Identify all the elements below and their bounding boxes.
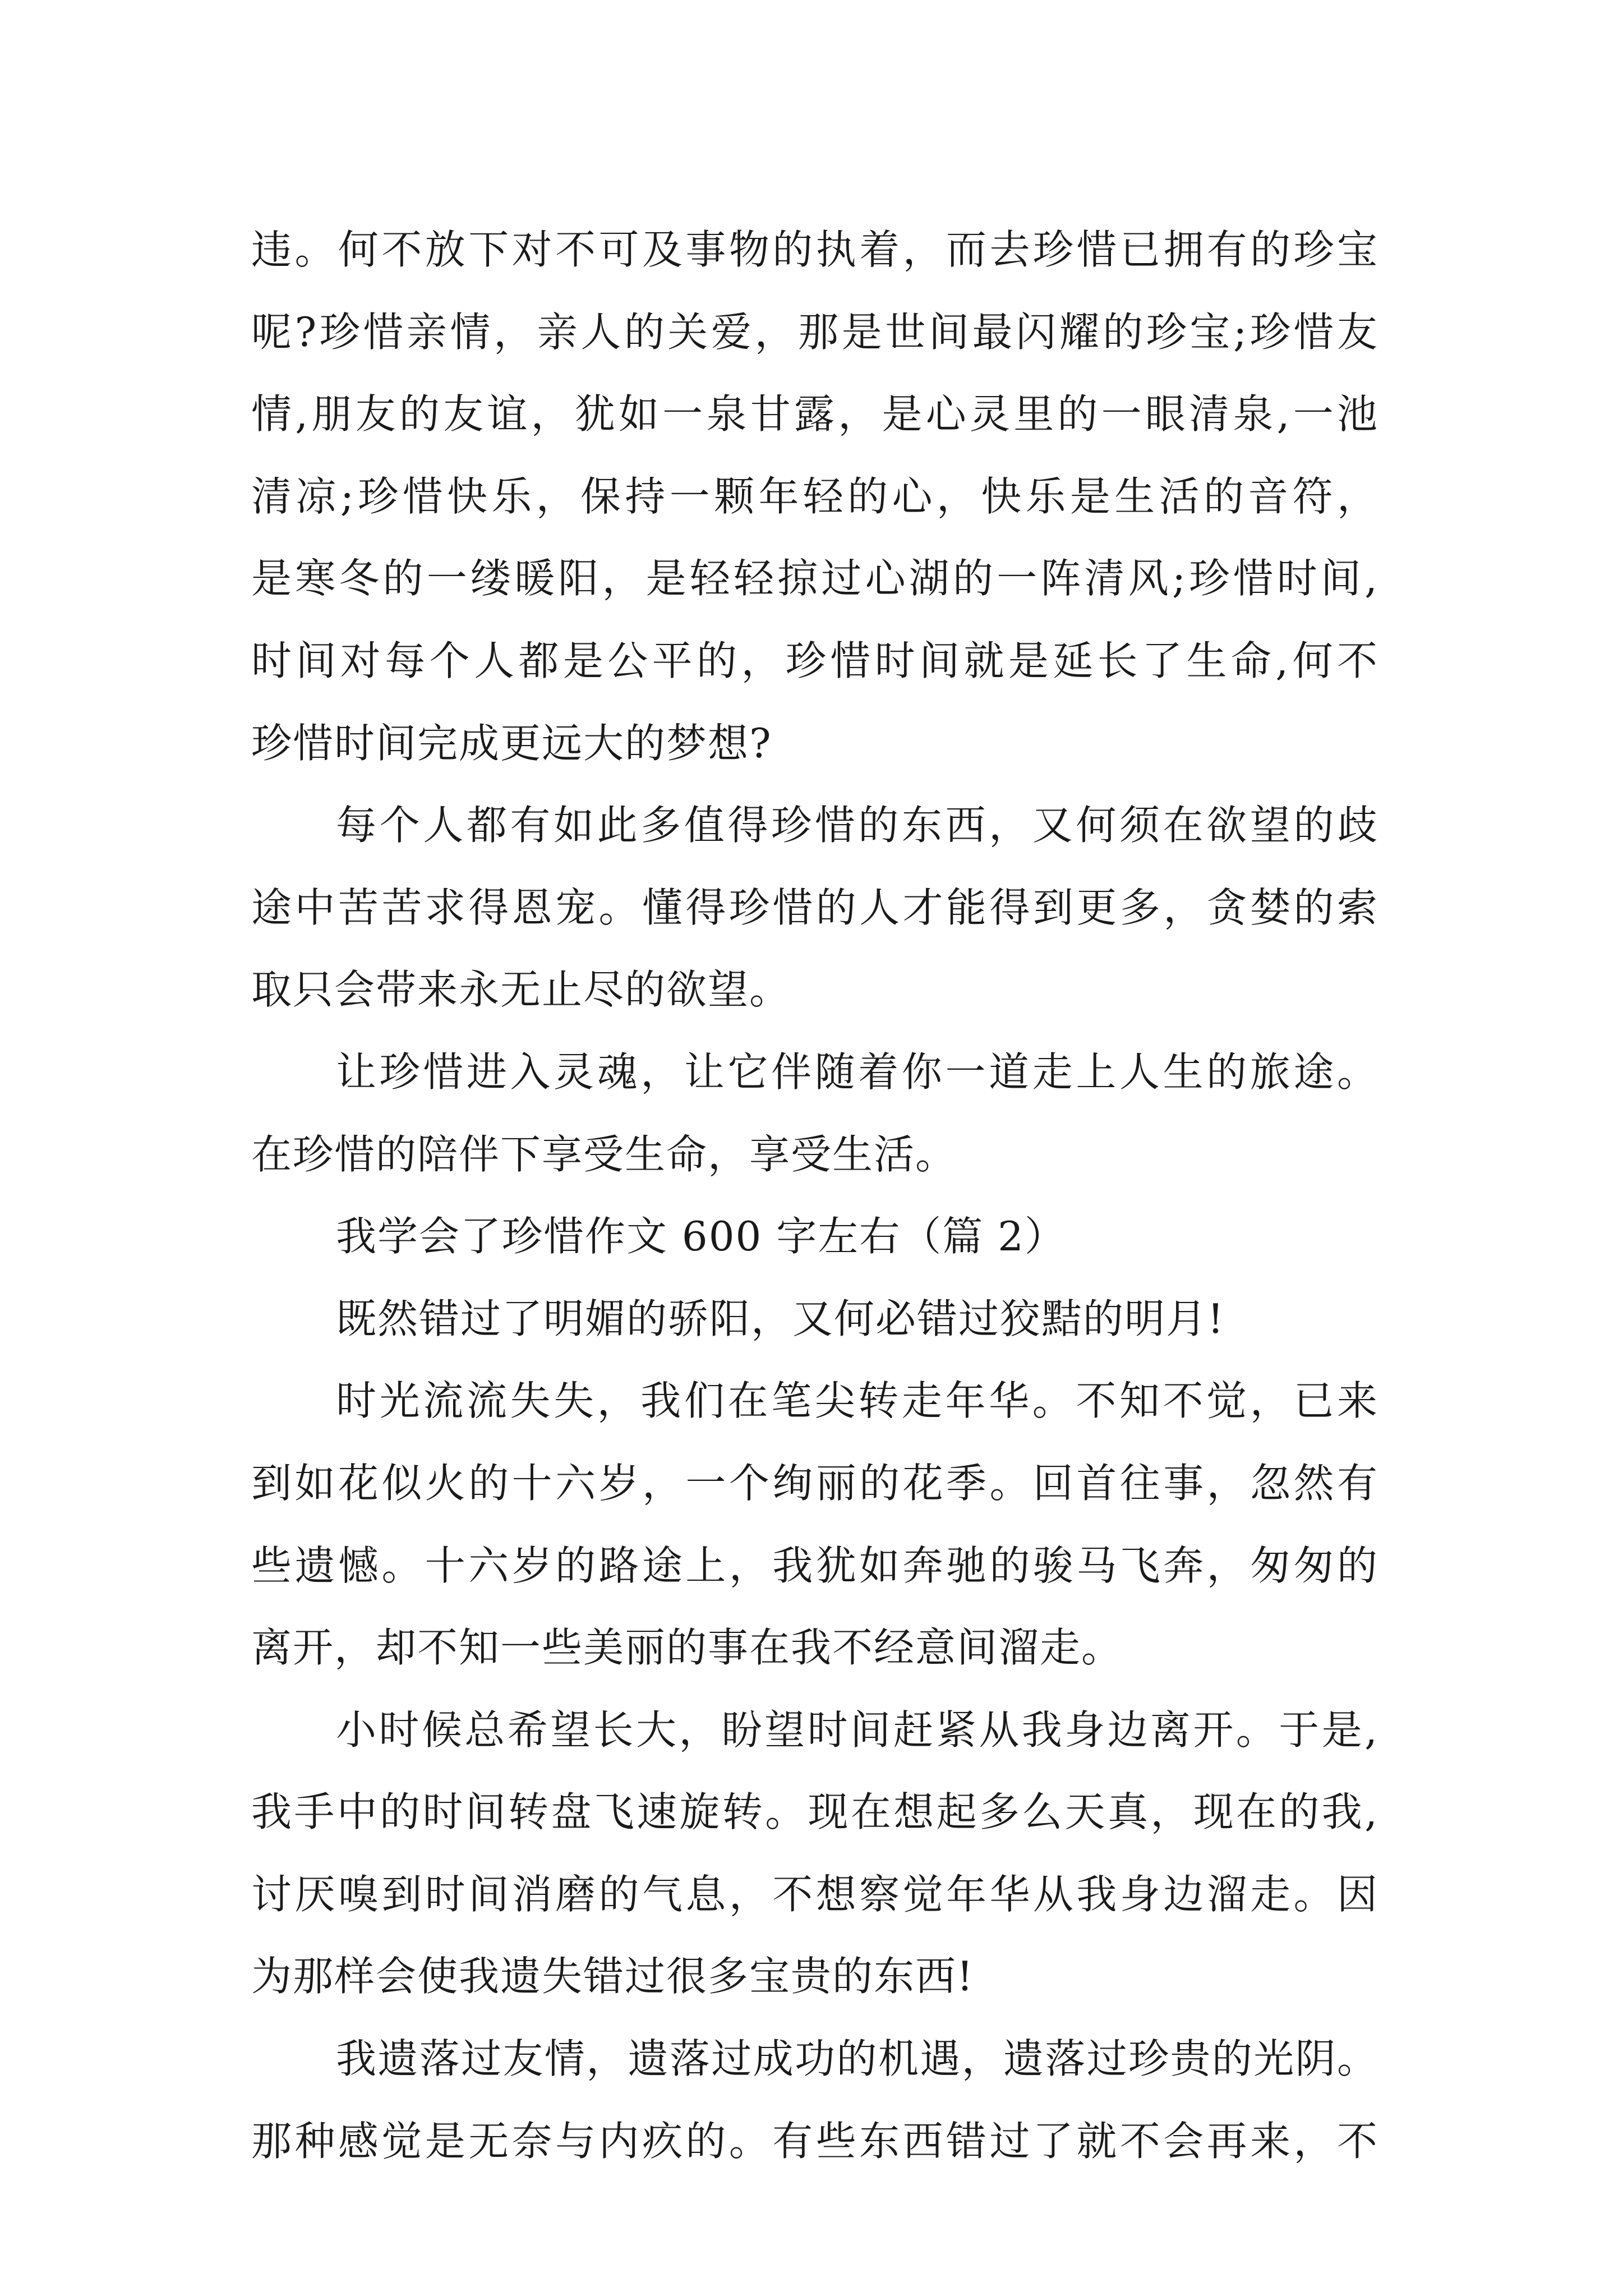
text-line: 时间对每个人都是公平的，珍惜时间就是延长了生命,何不 (251, 637, 1378, 684)
text-line: 清凉;珍惜快乐，保持一颗年轻的心，快乐是生活的音符， (251, 472, 1378, 520)
text-line: 在珍惜的陪伴下享受生命，享受生活。 (251, 1130, 957, 1178)
text-line: 为那样会使我遗失错过很多宝贵的东西! (251, 1953, 974, 2000)
text-line: 情,朋友的友谊，犹如一泉甘露，是心灵里的一眼清泉,一池 (251, 390, 1378, 438)
text-line: 违。何不放下对不可及事物的执着，而去珍惜已拥有的珍宝 (251, 226, 1378, 273)
text-line: 些遗憾。十六岁的路途上，我犹如奔驰的骏马飞奔，匆匆的 (251, 1542, 1378, 1589)
section-heading: 我学会了珍惜作文 600 字左右（篇 2） (336, 1213, 1066, 1260)
text-line: 那种感觉是无奈与内疚的。有些东西错过了就不会再来，不 (251, 2117, 1378, 2165)
paragraph-first-line: 小时候总希望长大，盼望时间赶紧从我身边离开。于是, (336, 1706, 1378, 1754)
paragraph-first-line: 每个人都有如此多值得珍惜的东西，又何须在欲望的歧 (336, 802, 1378, 849)
article-body (251, 209, 1378, 2182)
text-line: 离开，却不知一些美丽的事在我不经意间溜走。 (251, 1624, 1123, 1672)
paragraph-first-line: 时光流流失失，我们在笔尖转走年华。不知不觉，已来 (336, 1377, 1378, 1425)
text-line: 到如花似火的十六岁，一个绚丽的花季。回首往事，忽然有 (251, 1459, 1378, 1507)
text-line: 我手中的时间转盘飞速旋转。现在想起多么天真，现在的我, (251, 1788, 1378, 1836)
text-line: 是寒冬的一缕暖阳，是轻轻掠过心湖的一阵清风;珍惜时间, (251, 555, 1378, 602)
paragraph-first-line: 既然错过了明媚的骄阳，又何必错过狡黠的明月! (336, 1295, 1225, 1342)
text-line: 取只会带来永无止尽的欲望。 (251, 966, 791, 1014)
paragraph-first-line: 我遗落过友情，遗落过成功的机遇，遗落过珍贵的光阴。 (336, 2035, 1378, 2083)
text-line: 珍惜时间完成更远大的梦想? (251, 719, 772, 767)
text-line: 呢?珍惜亲情，亲人的关爱，那是世间最闪耀的珍宝;珍惜友 (251, 308, 1378, 356)
text-line: 途中苦苦求得恩宠。懂得珍惜的人才能得到更多，贪婪的索 (251, 884, 1378, 931)
text-line: 讨厌嗅到时间消磨的气息，不想察觉年华从我身边溜走。因 (251, 1870, 1378, 1918)
paragraph-first-line: 让珍惜进入灵魂，让它伴随着你一道走上人生的旅途。 (336, 1048, 1378, 1096)
